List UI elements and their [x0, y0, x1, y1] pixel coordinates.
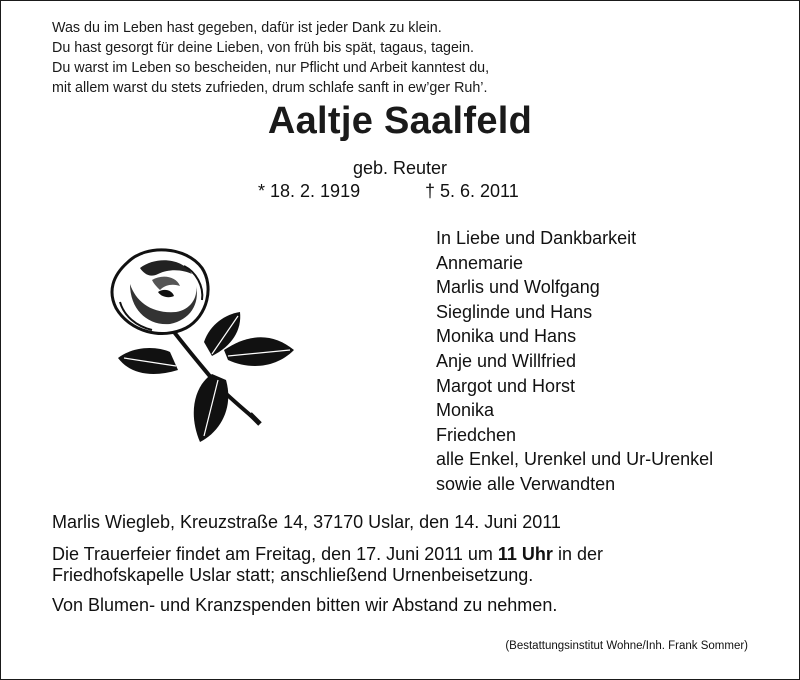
undertaker-credit: (Bestattungsinstitut Wohne/Inh. Frank Sommer) — [505, 640, 748, 652]
mourner-name: Monika und Hans — [436, 326, 577, 347]
mourner-name: Annemarie — [436, 252, 524, 273]
mourner-name: sowie alle Verwandten — [436, 473, 616, 494]
mourner-name: alle Enkel, Urenkel und Ur-Urenkel — [436, 449, 714, 470]
poem-line: mit allem warst du stets zufrieden, drum schlafe sanft in ew’ger Ruh’. — [52, 80, 488, 96]
mourners-list — [436, 226, 713, 497]
rose-icon — [100, 246, 300, 446]
poem-line: Du hast gesorgt für deine Lieben, von früh bis spät, tagaus, tagein. — [52, 40, 475, 56]
funeral-service-info — [52, 544, 603, 586]
mourner-name: Monika — [436, 400, 495, 421]
maiden-name: geb. Reuter — [352, 158, 448, 178]
family-address: Marlis Wiegleb, Kreuzstraße 14, 37170 Uslar, den 14. Juni 2011 — [52, 512, 561, 532]
flowers-note: Von Blumen- und Kranzspenden bitten wir Abstand zu nehmen. — [52, 595, 558, 615]
mourners-intro: In Liebe und Dankbarkeit — [436, 228, 637, 248]
service-line-1 — [52, 544, 603, 565]
service-time: 11 Uhr — [497, 544, 553, 564]
service-text: Die Trauerfeier findet am Freitag, den 17. Juni 2011 um — [52, 544, 498, 564]
poem-line: Du warst im Leben so bescheiden, nur Pflicht und Arbeit kanntest du, — [52, 60, 490, 76]
mourner-name: Friedchen — [436, 424, 517, 445]
mourner-name: Margot und Horst — [436, 375, 576, 396]
poem-line: Was du im Leben hast gegeben, dafür ist jeder Dank zu klein. — [52, 20, 442, 36]
deceased-name: Aaltje Saalfeld — [267, 100, 533, 142]
birth-date: * 18. 2. 1919 — [258, 181, 361, 201]
mourner-name: Anje und Willfried — [436, 350, 577, 371]
death-date: † 5. 6. 2011 — [425, 181, 519, 201]
mourner-name: Sieglinde und Hans — [436, 301, 593, 322]
mourner-name: Marlis und Wolfgang — [436, 277, 600, 298]
service-text: in der — [552, 544, 603, 564]
poem — [52, 18, 489, 98]
service-line-2: Friedhofskapelle Uslar statt; anschließend Urnenbeisetzung. — [52, 565, 534, 585]
